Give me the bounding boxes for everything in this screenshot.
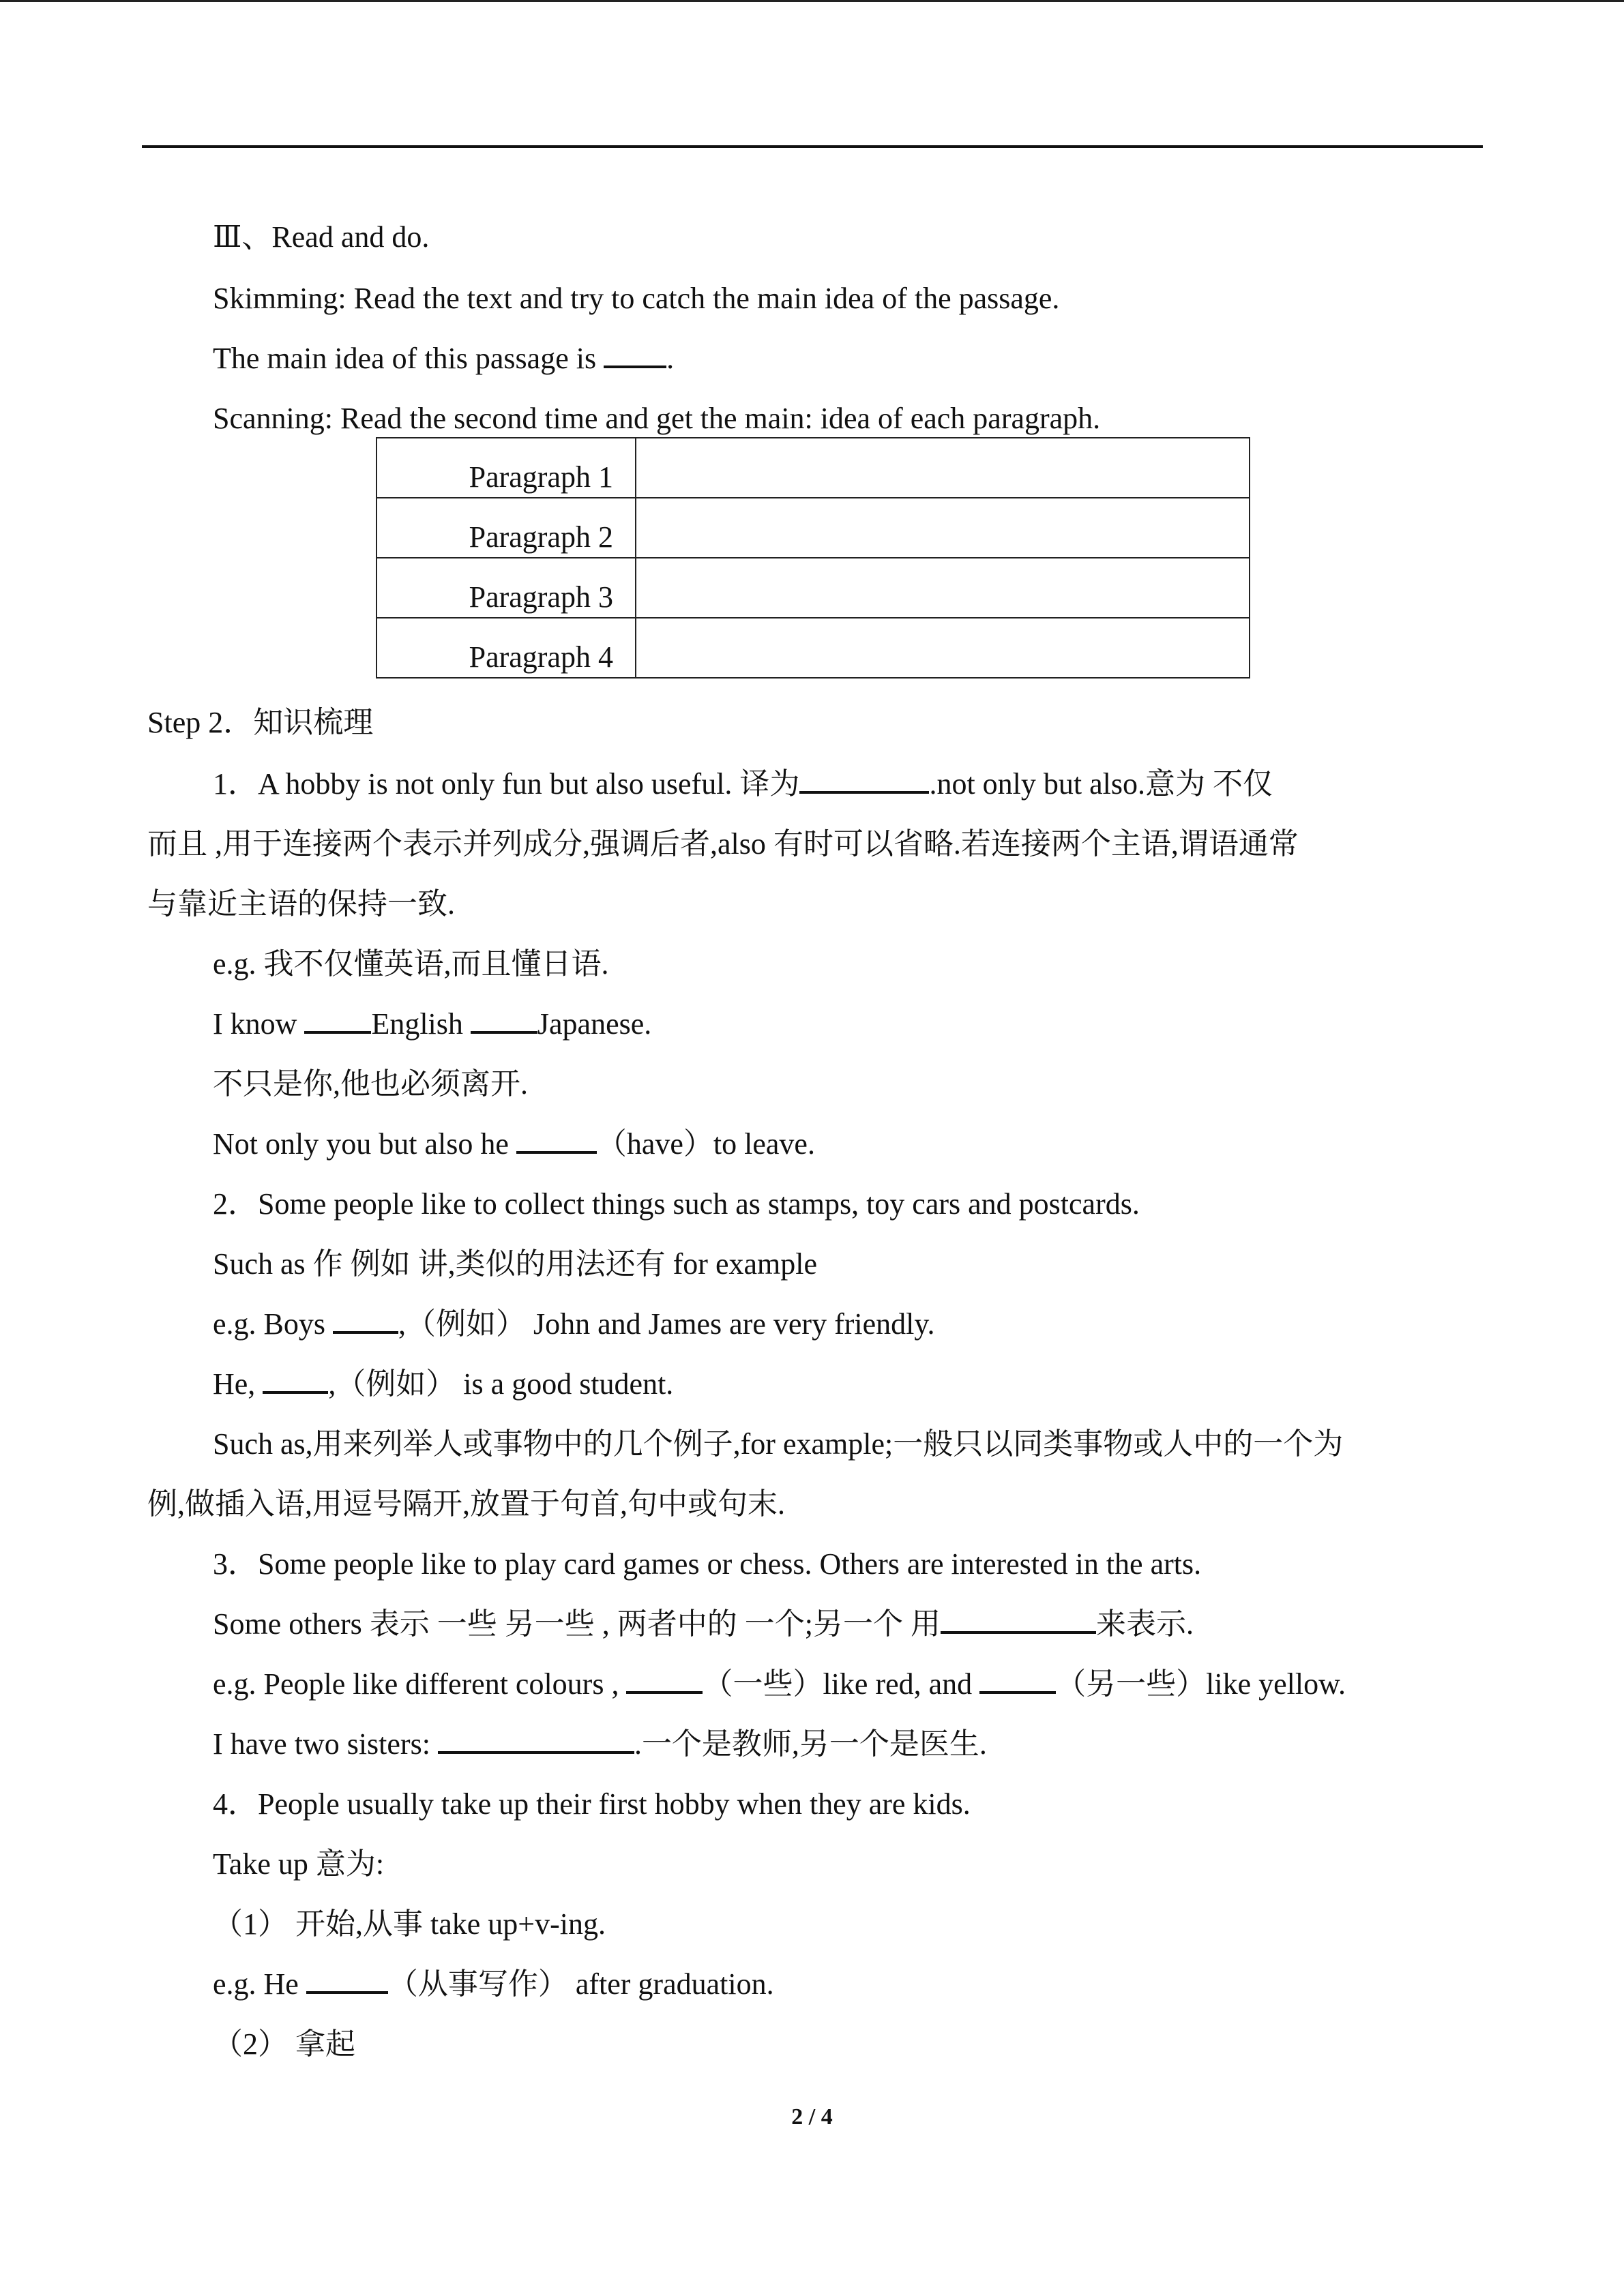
- item3-eg1: [213, 1664, 1346, 1705]
- item3-eg2-text-b: .一个是教师,另一个是医生.: [634, 1727, 987, 1761]
- item1-line2: 而且 ,用于连接两个表示并列成分,强调后者,also 有时可以省略.若连接两个主语,谓语通常: [147, 827, 1299, 861]
- item3-head: 3．Some people like to play card games or chess. Others are interested in the arts.: [213, 1547, 1202, 1581]
- item4-eg1: [213, 1964, 774, 2005]
- item1-line3: 与靠近主语的保持一致.: [147, 887, 455, 921]
- item3-note-text-b: 来表示.: [1095, 1607, 1194, 1641]
- table-row: [377, 558, 1250, 618]
- ex2-text-b: （have）to leave.: [596, 1127, 815, 1161]
- item1-line1: [213, 764, 1273, 805]
- ex1-text-a: I know: [213, 1007, 305, 1041]
- paragraph-label: Paragraph 4: [377, 618, 636, 678]
- item2-note: Such as 作 例如 讲,类似的用法还有 for example: [213, 1247, 817, 1281]
- item3-note-blank[interactable]: [941, 1607, 1096, 1634]
- item4-note: Take up 意为:: [213, 1847, 385, 1881]
- item2-expl1: Such as,用来列举人或事物中的几个例子,for example;一般只以同类事物或人中的一个为: [213, 1427, 1344, 1461]
- item2-eg2-text-b: ,（例如） is a good student.: [328, 1367, 674, 1401]
- table-row: [377, 498, 1250, 558]
- item4-eg1-text-b: （从事写作） after graduation.: [387, 1967, 774, 2001]
- paragraph-label: Paragraph 3: [377, 558, 636, 618]
- main-idea-prefix: The main idea of this passage is: [213, 342, 604, 375]
- item3-note-text-a: Some others 表示 一些 另一些 , 两者中的 一个;另一个 用: [213, 1607, 941, 1641]
- paragraph-answer-cell[interactable]: [636, 498, 1250, 558]
- table-row: [377, 618, 1250, 678]
- item2-eg1-text-a: e.g. Boys: [213, 1307, 333, 1341]
- page-top-border: [0, 0, 1624, 2]
- scanning-instruction: Scanning: Read the second time and get the main: idea of each paragraph.: [213, 402, 1101, 435]
- step2-heading: Step 2．知识梳理: [147, 706, 374, 739]
- item1-text-b: .not only but also.意为 不仅: [929, 767, 1273, 801]
- ex1-text-b: English: [371, 1007, 471, 1041]
- paragraph-label: Paragraph 2: [377, 498, 636, 558]
- item3-eg1-text-b: （一些）like red, and: [703, 1667, 980, 1701]
- item2-eg1: [213, 1304, 935, 1345]
- item1-eg1: e.g. 我不仅懂英语,而且懂日语.: [213, 947, 609, 981]
- ex1-blank-2[interactable]: [471, 1007, 537, 1034]
- item2-head: 2．Some people like to collect things such as stamps, toy cars and postcards.: [213, 1187, 1140, 1221]
- item4-eg1-blank[interactable]: [306, 1967, 388, 1994]
- ex1-text-c: Japanese.: [537, 1007, 652, 1041]
- item4-sub1: （1） 开始,从事 take up+v-ing.: [213, 1907, 606, 1941]
- main-idea-question: [213, 338, 674, 379]
- item3-eg2-text-a: I have two sisters:: [213, 1727, 438, 1761]
- item3-eg2-blank[interactable]: [438, 1727, 634, 1754]
- item1-cn2: 不只是你,他也必须离开.: [213, 1067, 528, 1101]
- table-row: [377, 438, 1250, 498]
- item3-note: [213, 1604, 1194, 1645]
- item3-eg2: [213, 1724, 987, 1765]
- paragraph-answer-cell[interactable]: [636, 618, 1250, 678]
- item4-eg1-text-a: e.g. He: [213, 1967, 306, 2001]
- item2-eg2-blank[interactable]: [263, 1367, 328, 1394]
- item1-ex2: [213, 1124, 815, 1165]
- main-idea-suffix: .: [666, 342, 675, 375]
- item2-eg1-blank[interactable]: [333, 1307, 398, 1334]
- ex2-blank[interactable]: [516, 1127, 597, 1154]
- ex1-blank-1[interactable]: [304, 1007, 371, 1034]
- page-number: 2 / 4: [791, 2104, 833, 2130]
- item2-eg1-text-b: ,（例如） John and James are very friendly.: [398, 1307, 935, 1341]
- skimming-instruction: Skimming: Read the text and try to catch the main idea of the passage.: [213, 282, 1060, 315]
- paragraph-label: Paragraph 1: [377, 438, 636, 498]
- item3-eg1-blank-2[interactable]: [979, 1667, 1056, 1694]
- item3-eg1-blank-1[interactable]: [626, 1667, 703, 1694]
- item3-eg1-text-c: （另一些）like yellow.: [1056, 1667, 1346, 1701]
- ex2-text-a: Not only you but also he: [213, 1127, 516, 1161]
- main-idea-blank[interactable]: [604, 341, 666, 368]
- item2-eg2: [213, 1364, 673, 1405]
- header-rule: [142, 145, 1483, 148]
- section-title: Ⅲ、Read and do.: [213, 220, 430, 254]
- item2-expl2: 例,做插入语,用逗号隔开,放置于句首,句中或句末.: [147, 1487, 785, 1521]
- paragraph-table: [376, 437, 1250, 679]
- item4-head: 4．People usually take up their first hobby when they are kids.: [213, 1787, 971, 1821]
- item3-eg1-text-a: e.g. People like different colours ,: [213, 1667, 627, 1701]
- item4-sub2: （2） 拿起: [213, 2027, 355, 2061]
- item1-ex1: [213, 1004, 651, 1045]
- paragraph-answer-cell[interactable]: [636, 558, 1250, 618]
- paragraph-answer-cell[interactable]: [636, 438, 1250, 498]
- item1-text-a: 1．A hobby is not only fun but also useful. 译为: [213, 767, 800, 801]
- item1-translation-blank[interactable]: [799, 766, 929, 794]
- item2-eg2-text-a: He,: [213, 1367, 263, 1401]
